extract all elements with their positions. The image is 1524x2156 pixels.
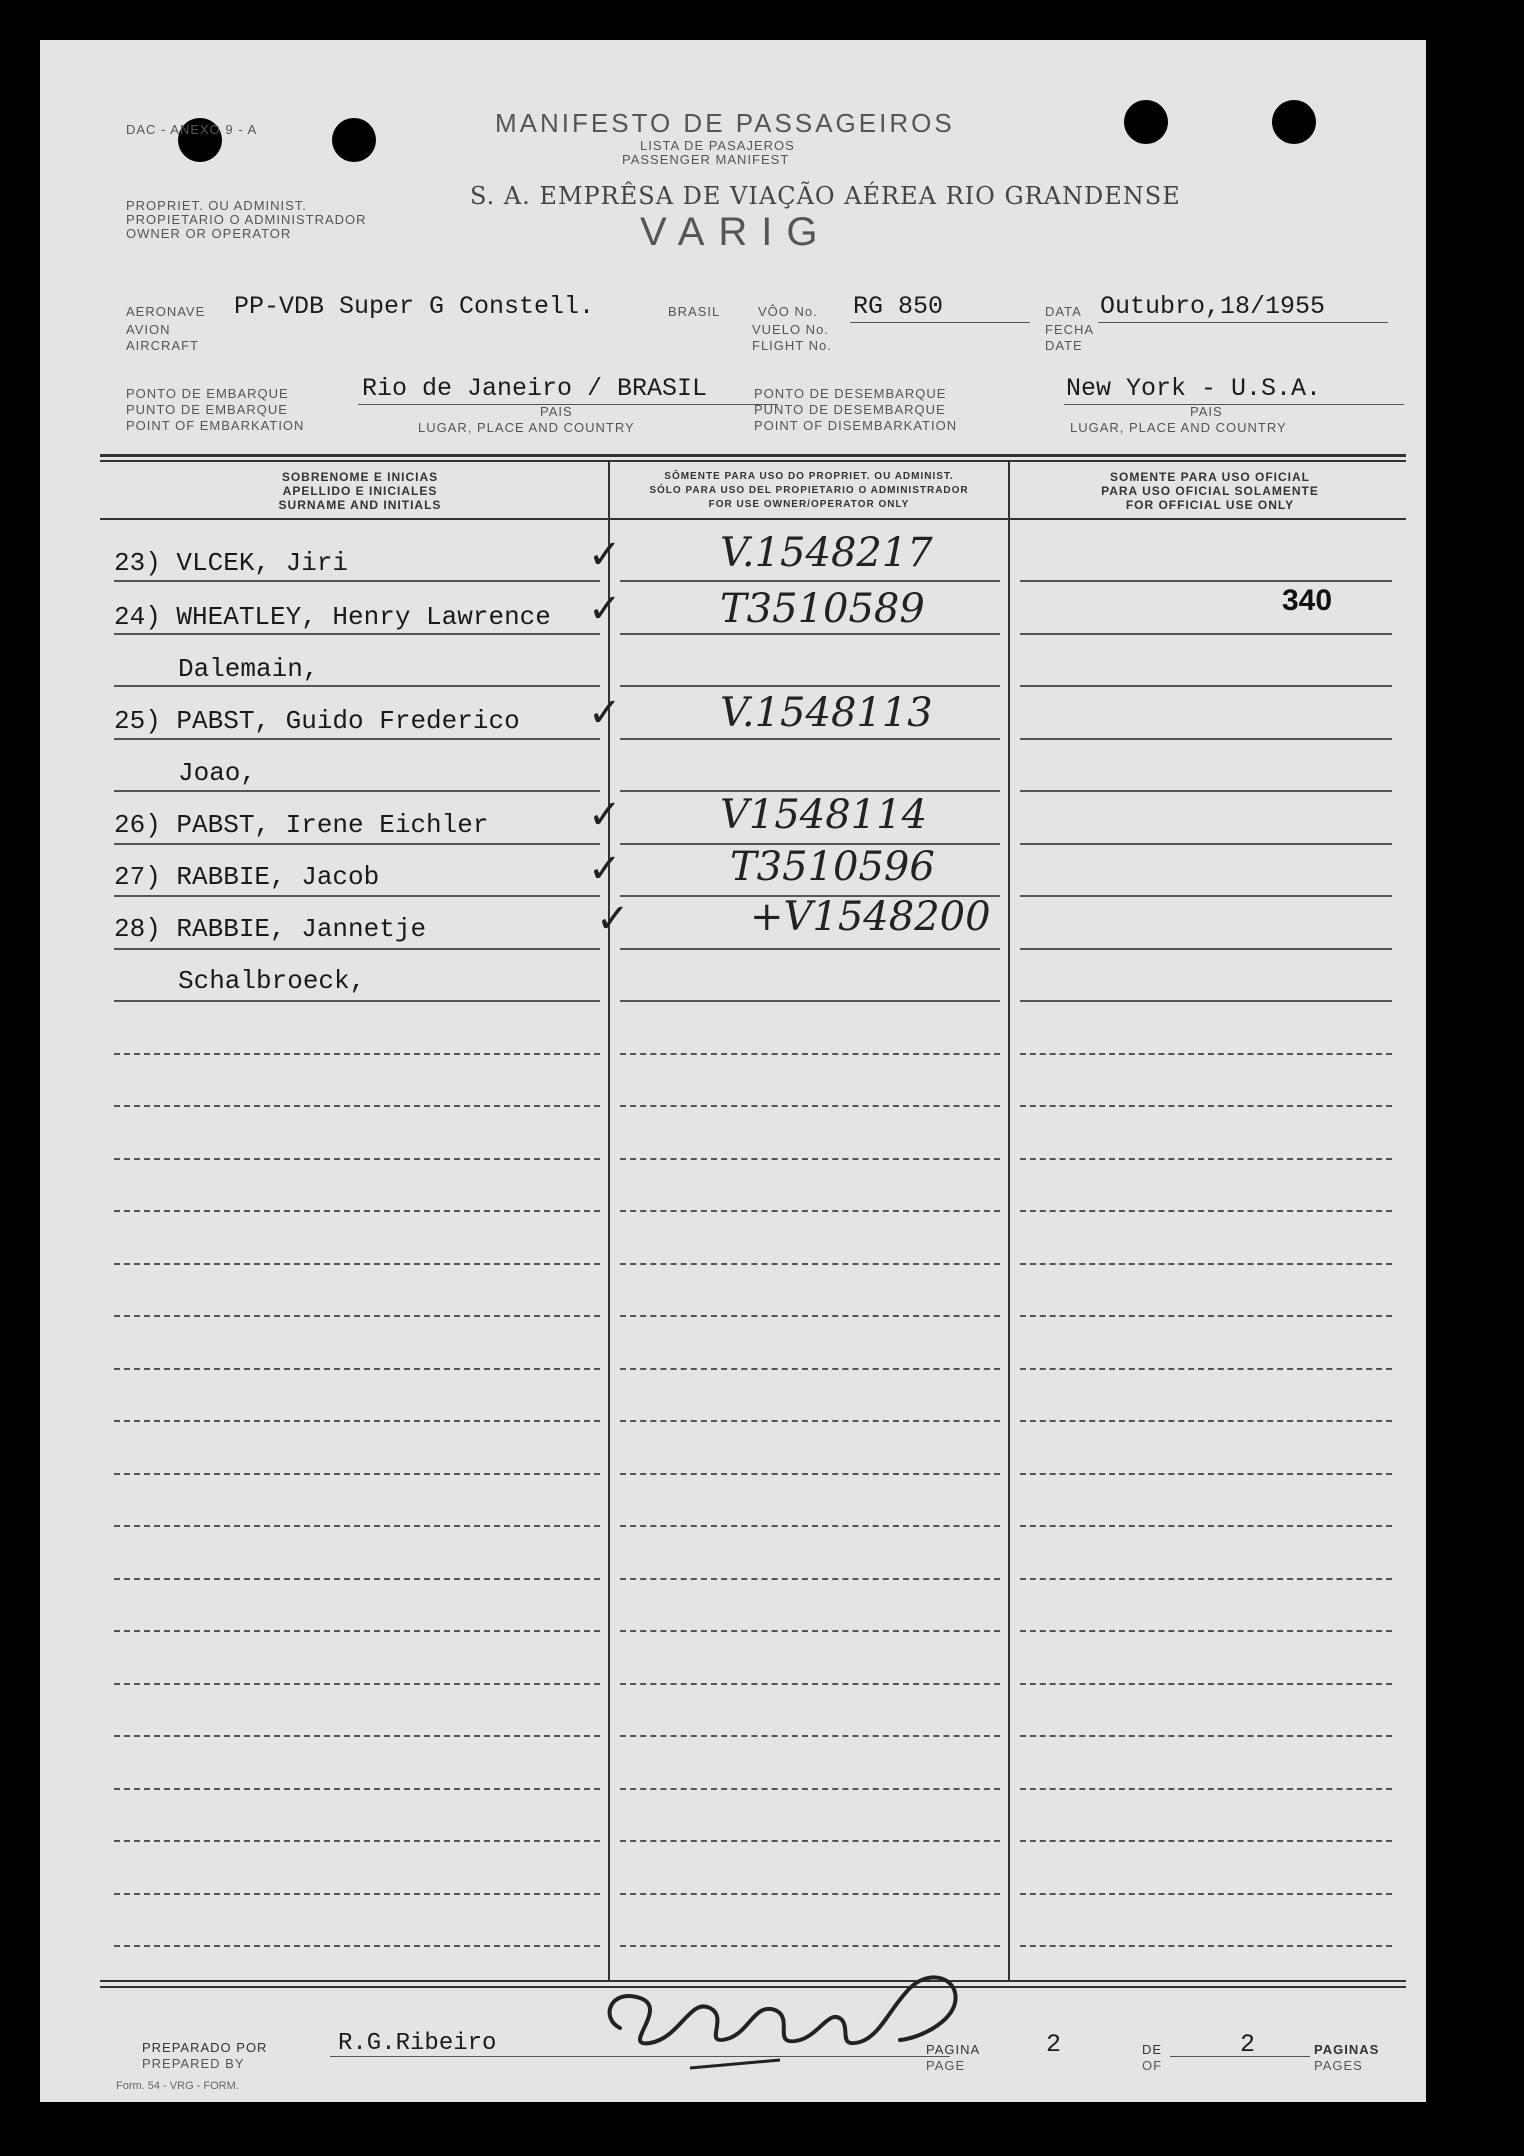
- page-label: PAGINA: [926, 2042, 981, 2057]
- ruled-line: [114, 1158, 600, 1160]
- flight-label: VÔO No.: [758, 304, 818, 319]
- flight-value: RG 850: [853, 292, 944, 321]
- row-23-name: 23) VLCEK, Jiri: [114, 548, 349, 578]
- ruled-line: [1020, 948, 1392, 950]
- ruled-line: [114, 633, 600, 635]
- date-underline: [1098, 322, 1388, 323]
- table-header-rule: [100, 518, 1406, 520]
- ruled-line: [620, 1788, 1000, 1790]
- disembark-label: PONTO DE DESEMBARQUE: [754, 386, 947, 401]
- row-24-name-cont: Dalemain,: [178, 654, 319, 684]
- column-header-surname-en: SURNAME AND INITIALS: [278, 498, 442, 512]
- disembark-underline: [1064, 404, 1404, 405]
- ruled-line: [114, 580, 600, 582]
- row-25-name-cont: Joao,: [178, 758, 257, 788]
- pages-label: PAGINAS: [1314, 2042, 1380, 2057]
- punch-hole-right-1: [1124, 100, 1168, 144]
- column-header-official-use-en: FOR OFFICIAL USE ONLY: [1125, 498, 1295, 512]
- row-25-document: V.1548113: [720, 690, 933, 736]
- table-top-rule-2: [100, 460, 1406, 462]
- of-label: DE: [1142, 2042, 1163, 2057]
- ruled-line: [1020, 738, 1392, 740]
- ruled-line: [1020, 1000, 1392, 1002]
- row-24-official-mark: 340: [1282, 584, 1333, 617]
- ruled-line: [620, 738, 1000, 740]
- ruled-line: [1020, 1158, 1392, 1160]
- column-header-surname-es: APELLIDO E INICIALES: [282, 484, 438, 498]
- row-27-name: 27) RABBIE, Jacob: [114, 862, 380, 892]
- embark-sub-1: PAIS: [540, 404, 573, 419]
- row-23-document: V.1548217: [720, 530, 933, 576]
- ruled-line: [620, 1840, 1000, 1842]
- ruled-line: [620, 1263, 1000, 1265]
- ruled-line: [620, 1473, 1000, 1475]
- aircraft-label: AERONAVE: [126, 304, 206, 319]
- ruled-line: [620, 1420, 1000, 1422]
- embark-label-es: PUNTO DE EMBARQUE: [126, 402, 288, 417]
- ruled-line: [1020, 1473, 1392, 1475]
- page-label-en: PAGE: [926, 2058, 966, 2073]
- ruled-line: [114, 1053, 600, 1055]
- row-26-check: ✓: [588, 792, 622, 838]
- column-divider-1: [608, 460, 610, 1982]
- row-26-document: V1548114: [720, 792, 928, 838]
- ruled-line: [114, 1210, 600, 1212]
- row-24-document: T3510589: [720, 586, 925, 632]
- ruled-line: [620, 1945, 1000, 1947]
- ruled-line: [114, 1105, 600, 1107]
- prepared-by-value: R.G.Ribeiro: [338, 2030, 497, 2057]
- row-28-check: ✓: [596, 896, 630, 942]
- ruled-line: [1020, 1735, 1392, 1737]
- aircraft-label-en: AIRCRAFT: [126, 338, 199, 353]
- ruled-line: [1020, 685, 1392, 687]
- nationality: BRASIL: [668, 304, 721, 319]
- ruled-line: [1020, 1840, 1392, 1842]
- row-25-check: ✓: [588, 690, 622, 736]
- embark-value: Rio de Janeiro / BRASIL: [362, 374, 708, 403]
- prepared-by-label-en: PREPARED BY: [142, 2056, 245, 2071]
- ruled-line: [1020, 1578, 1392, 1580]
- manifest-sheet: [40, 40, 1426, 2102]
- disembark-value: New York - U.S.A.: [1066, 374, 1322, 403]
- ruled-line: [114, 1945, 600, 1947]
- column-header-owner-use-pt: SÔMENTE PARA USO DO PROPRIET. OU ADMINIST.: [664, 471, 954, 482]
- disembark-label-en: POINT OF DISEMBARKATION: [754, 418, 958, 433]
- ruled-line: [114, 1683, 600, 1685]
- ruled-line: [620, 1735, 1000, 1737]
- ruled-line: [1020, 1315, 1392, 1317]
- ruled-line: [114, 790, 600, 792]
- ruled-line: [620, 1368, 1000, 1370]
- ruled-line: [1020, 1893, 1392, 1895]
- row-28-document: +V1548200: [750, 894, 991, 940]
- ruled-line: [114, 1525, 600, 1527]
- owner-label-en: OWNER OR OPERATOR: [126, 226, 292, 241]
- ruled-line: [114, 1315, 600, 1317]
- row-28-name: 28) RABBIE, Jannetje: [114, 914, 427, 944]
- ruled-line: [1020, 1210, 1392, 1212]
- row-27-check: ✓: [588, 846, 622, 892]
- punch-hole-right-2: [1272, 100, 1316, 144]
- ruled-line: [114, 895, 600, 897]
- page-number: 2: [1046, 2030, 1062, 2059]
- table-top-rule-1: [100, 454, 1406, 457]
- row-25-name: 25) PABST, Guido Frederico: [114, 706, 520, 736]
- flight-label-es: VUELO No.: [752, 322, 829, 337]
- ruled-line: [620, 685, 1000, 687]
- punch-hole-left-2: [332, 118, 376, 162]
- ruled-line: [1020, 1368, 1392, 1370]
- ruled-line: [1020, 895, 1392, 897]
- ruled-line: [620, 1210, 1000, 1212]
- ruled-line: [620, 1578, 1000, 1580]
- ruled-line: [114, 1473, 600, 1475]
- date-label-es: FECHA: [1045, 322, 1095, 337]
- ruled-line: [1020, 1788, 1392, 1790]
- ruled-line: [1020, 1683, 1392, 1685]
- ruled-line: [620, 1683, 1000, 1685]
- ruled-line: [620, 1053, 1000, 1055]
- ruled-line: [114, 1630, 600, 1632]
- disembark-sub-2: LUGAR, PLACE AND COUNTRY: [1070, 420, 1287, 435]
- manifest-title: MANIFESTO DE PASSAGEIROS: [495, 108, 955, 138]
- row-24-check: ✓: [588, 586, 622, 632]
- ruled-line: [114, 738, 600, 740]
- row-24-name: 24) WHEATLEY, Henry Lawrence: [114, 602, 551, 632]
- column-header-owner-use: [614, 470, 1004, 512]
- manifest-subtitle-en: PASSENGER MANIFEST: [622, 152, 790, 167]
- ruled-line: [620, 580, 1000, 582]
- column-header-owner-use-es: SÓLO PARA USO DEL PROPIETARIO O ADMINISTRADOR: [649, 485, 969, 496]
- column-divider-2: [1008, 460, 1010, 1982]
- date-label: DATA: [1045, 304, 1082, 319]
- form-code-bottom: Form. 54 - VRG - FORM.: [116, 2080, 239, 2092]
- company-short: VARIG: [640, 210, 832, 254]
- pages-label-en: PAGES: [1314, 2058, 1363, 2073]
- ruled-line: [620, 1630, 1000, 1632]
- flight-underline: [850, 322, 1030, 323]
- ruled-line: [1020, 580, 1392, 582]
- disembark-sub-1: PAIS: [1190, 404, 1223, 419]
- ruled-line: [1020, 1420, 1392, 1422]
- ruled-line: [114, 1420, 600, 1422]
- date-value: Outubro,18/1955: [1100, 292, 1326, 321]
- row-28-name-cont: Schalbroeck,: [178, 966, 366, 996]
- ruled-line: [1020, 633, 1392, 635]
- owner-label-es: PROPIETARIO O ADMINISTRADOR: [126, 212, 367, 227]
- ruled-line: [620, 948, 1000, 950]
- ruled-line: [1020, 790, 1392, 792]
- column-header-official-use-pt: SOMENTE PARA USO OFICIAL: [1109, 470, 1310, 484]
- embark-label-en: POINT OF EMBARKATION: [126, 418, 305, 433]
- column-header-surname: [190, 470, 530, 512]
- aircraft-value: PP-VDB Super G Constell.: [234, 292, 595, 321]
- ruled-line: [1020, 843, 1392, 845]
- ruled-line: [114, 1578, 600, 1580]
- aircraft-label-es: AVION: [126, 322, 171, 337]
- owner-label-pt: PROPRIET. OU ADMINIST.: [126, 198, 307, 213]
- form-code-top: DAC - ANEXO 9 - A: [126, 122, 258, 137]
- ruled-line: [1020, 1053, 1392, 1055]
- column-header-official-use-es: PARA USO OFICIAL SOLAMENTE: [1101, 484, 1319, 498]
- ruled-line: [114, 1263, 600, 1265]
- ruled-line: [114, 1788, 600, 1790]
- ruled-line: [114, 1000, 600, 1002]
- embark-underline: [358, 404, 778, 405]
- disembark-label-es: PUNTO DE DESEMBARQUE: [754, 402, 946, 417]
- row-26-name: 26) PABST, Irene Eichler: [114, 810, 489, 840]
- ruled-line: [620, 1525, 1000, 1527]
- manifest-subtitle-es: LISTA DE PASAJEROS: [640, 138, 795, 153]
- of-label-en: OF: [1142, 2058, 1163, 2073]
- column-header-owner-use-en: FOR USE OWNER/OPERATOR ONLY: [708, 499, 910, 510]
- ruled-line: [1020, 1525, 1392, 1527]
- ruled-line: [620, 1105, 1000, 1107]
- ruled-line: [114, 948, 600, 950]
- prepared-by-label: PREPARADO POR: [142, 2040, 268, 2055]
- company-name: S. A. EMPRÊSA DE VIAÇÃO AÉREA RIO GRANDENSE: [470, 182, 1181, 210]
- ruled-line: [1020, 1945, 1392, 1947]
- embark-sub-2: LUGAR, PLACE AND COUNTRY: [418, 420, 635, 435]
- ruled-line: [114, 1368, 600, 1370]
- total-pages: 2: [1240, 2030, 1256, 2059]
- date-label-en: DATE: [1045, 338, 1083, 353]
- row-27-document: T3510596: [730, 844, 935, 890]
- ruled-line: [620, 1000, 1000, 1002]
- ruled-line: [114, 1840, 600, 1842]
- ruled-line: [620, 1158, 1000, 1160]
- column-header-official-use: [1020, 470, 1400, 512]
- row-23-check: ✓: [588, 532, 622, 578]
- embark-label: PONTO DE EMBARQUE: [126, 386, 289, 401]
- column-header-surname-pt: SOBRENOME E INICIAS: [281, 470, 439, 484]
- ruled-line: [1020, 1263, 1392, 1265]
- ruled-line: [114, 1893, 600, 1895]
- ruled-line: [620, 1315, 1000, 1317]
- flight-label-en: FLIGHT No.: [752, 338, 832, 353]
- ruled-line: [114, 1735, 600, 1737]
- ruled-line: [114, 685, 600, 687]
- ruled-line: [1020, 1105, 1392, 1107]
- ruled-line: [1020, 1630, 1392, 1632]
- ruled-line: [620, 633, 1000, 635]
- total-pages-underline: [1170, 2056, 1310, 2057]
- ruled-line: [620, 1893, 1000, 1895]
- ruled-line: [114, 843, 600, 845]
